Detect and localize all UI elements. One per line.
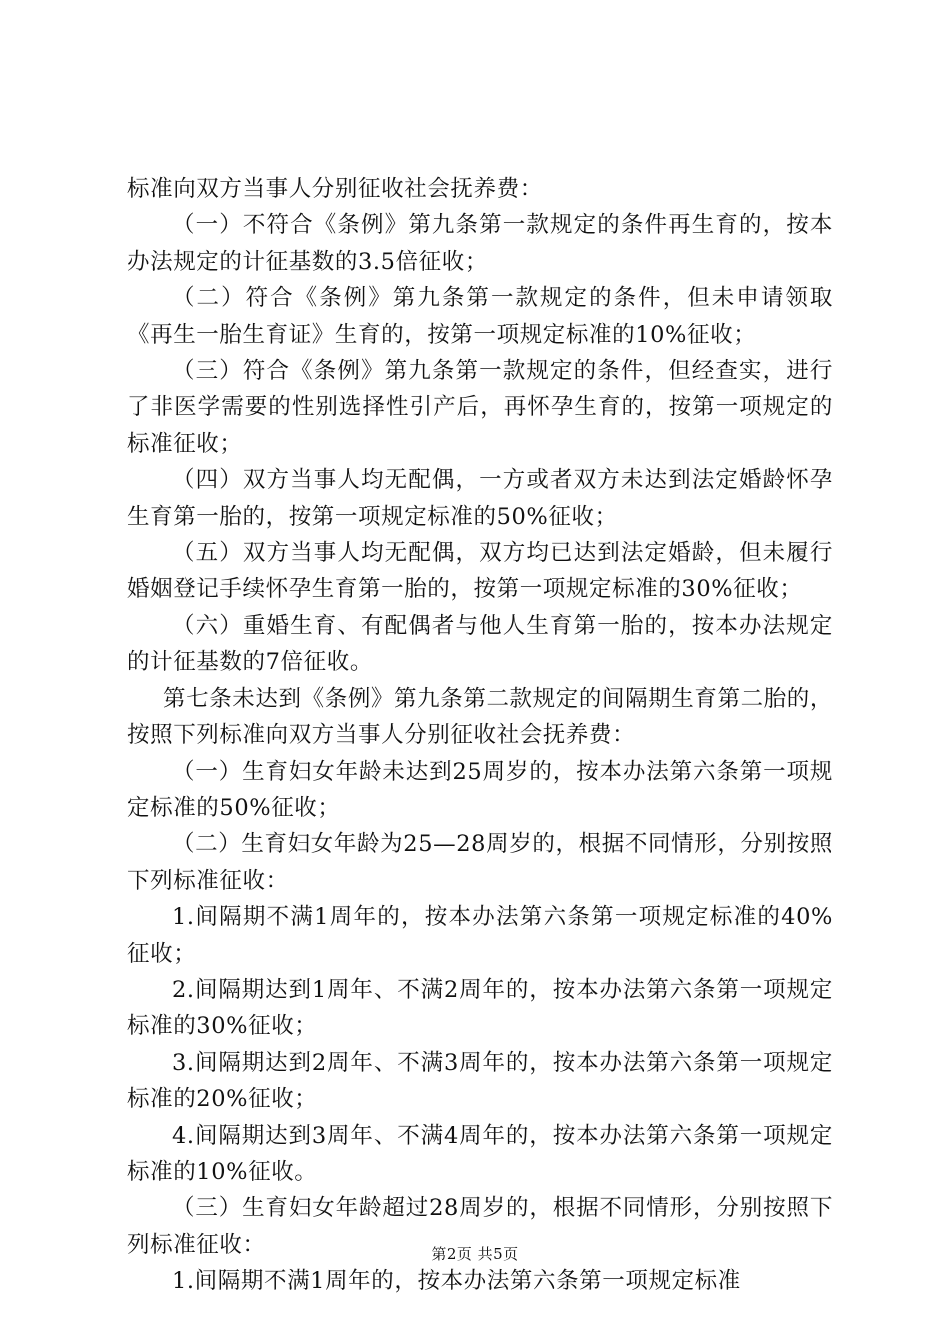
document-body [127, 171, 833, 1300]
paragraph-article-7-item-1: （一）生育妇女年龄未达到25周岁的，按本办法第六条第一项规定标准的50%征收； [127, 758, 833, 821]
paragraph-subitem-1: 1.间隔期不满1周年的，按本办法第六条第一项规定标准的40%征收； [127, 904, 833, 967]
paragraph-subitem-3: 3.间隔期达到2周年、不满3周年的，按本办法第六条第一项规定标准的20%征收； [127, 1049, 833, 1113]
paragraph-continuation: 标准向双方当事人分别征收社会抚养费： [127, 176, 543, 202]
paragraph-item-2: （二）符合《条例》第九条第一款规定的条件，但未申请领取《再生一胎生育证》生育的，按第一项规定标准的10%征收； [127, 285, 833, 348]
paragraph-item-6: （六）重婚生育、有配偶者与他人生育第一胎的，按本办法规定的计征基数的7倍征收。 [127, 612, 833, 676]
paragraph-subitem-1-b: 1.间隔期不满1周年的，按本办法第六条第一项规定标准 [172, 1268, 741, 1295]
paragraph-article-7-item-2: （二）生育妇女年龄为25—28周岁的，根据不同情形，分别按照下列标准征收： [127, 831, 833, 894]
paragraph-item-3: （三）符合《条例》第九条第一款规定的条件，但经查实，进行了非医学需要的性别选择性引产后，再怀孕生育的，按第一项规定的标准征收； [127, 358, 833, 457]
paragraph-item-4: （四）双方当事人均无配偶，一方或者双方未达到法定婚龄怀孕生育第一胎的，按第一项规定标准的50%征收； [127, 467, 833, 530]
paragraph-article-7-item-3: （三）生育妇女年龄超过28周岁的，根据不同情形，分别按照下列标准征收： [127, 1195, 833, 1258]
paragraph-article-7: 第七条未达到《条例》第九条第二款规定的间隔期生育第二胎的，按照下列标准向双方当事人分别征收社会抚养费： [127, 685, 833, 749]
paragraph-item-1: （一）不符合《条例》第九条第一款规定的条件再生育的，按本办法规定的计征基数的3.5倍征收； [127, 212, 833, 275]
paragraph-subitem-4: 4.间隔期达到3周年、不满4周年的，按本办法第六条第一项规定标准的10%征收。 [127, 1122, 833, 1185]
paragraph-subitem-2: 2.间隔期达到1周年、不满2周年的，按本办法第六条第一项规定标准的30%征收； [127, 976, 833, 1040]
paragraph-item-5: （五）双方当事人均无配偶，双方均已达到法定婚龄，但未履行婚姻登记手续怀孕生育第一胎的，按第一项规定标准的30%征收； [127, 540, 833, 603]
page-footer: 第2页 共5页 [431, 1245, 519, 1263]
